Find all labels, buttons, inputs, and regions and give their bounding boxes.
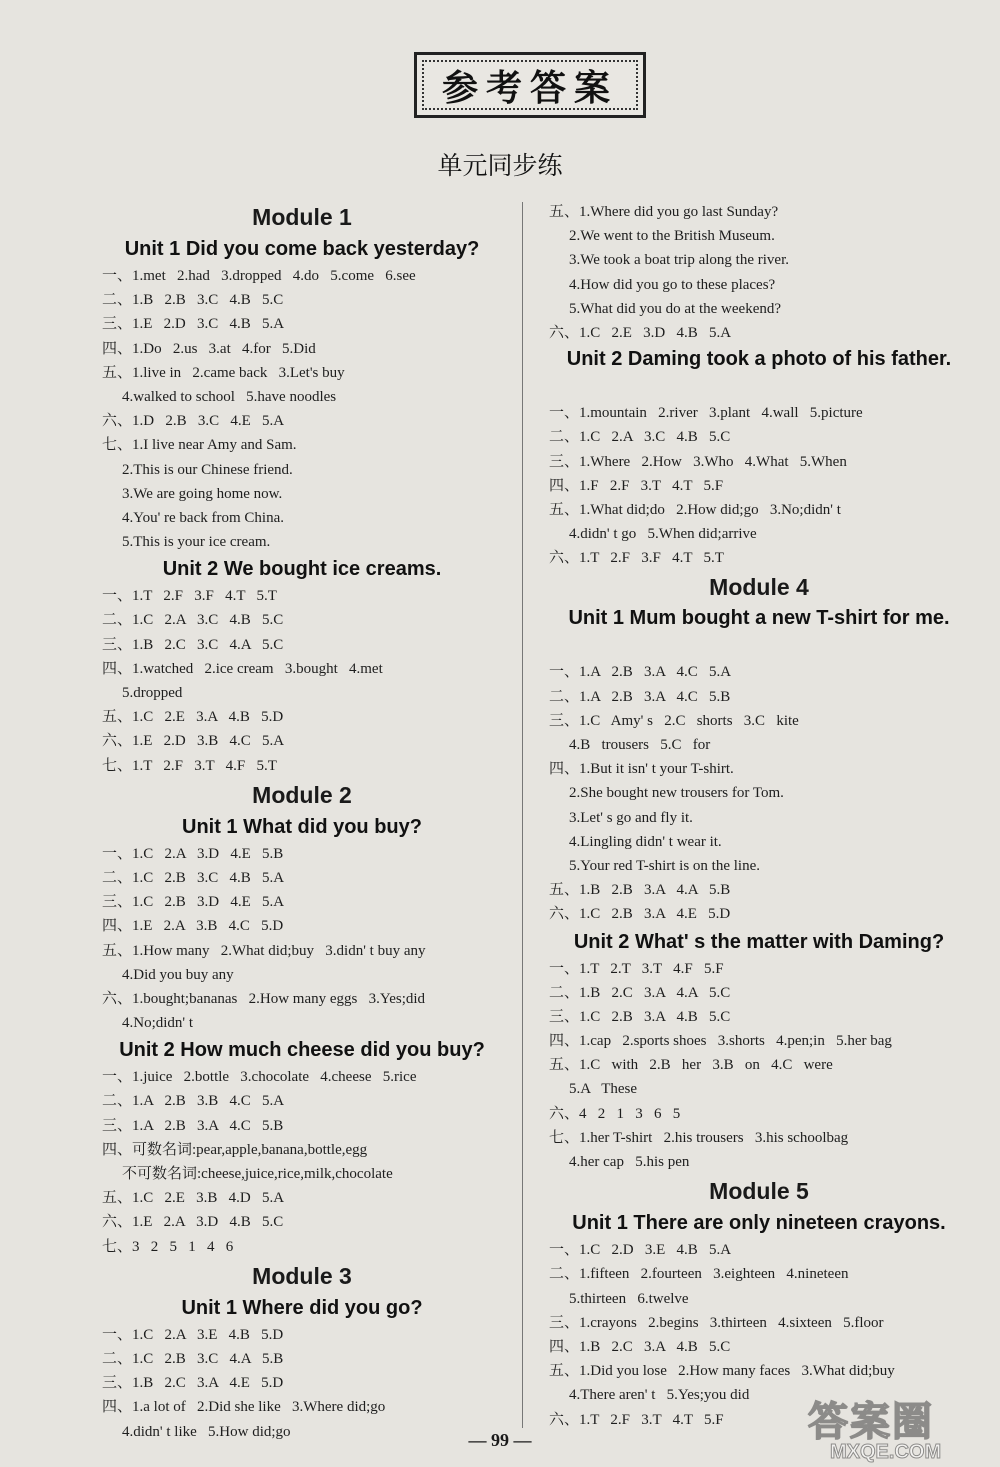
left-column — [102, 200, 502, 1444]
answer-line: 四、1.a lot of 2.Did she like 3.Where did;go — [102, 1399, 386, 1416]
answer-line: 五、1.C 2.E 3.B 4.D 5.A — [102, 1190, 285, 1207]
right-column — [549, 200, 969, 1432]
answer-line: 四、1.B 2.C 3.A 4.B 5.C — [549, 1338, 731, 1355]
answer-line: 三、1.C 2.B 3.D 4.E 5.A — [102, 894, 285, 911]
answer-line: 5.This is your ice cream. — [122, 534, 271, 551]
unit-heading: Unit 2 We bought ice creams. — [162, 558, 442, 581]
answer-line: 5.thirteen 6.twelve — [569, 1290, 689, 1307]
watermark-logo — [808, 1390, 988, 1462]
answer-line: 六、1.E 2.D 3.B 4.C 5.A — [102, 733, 285, 750]
answer-line: 五、1.How many 2.What did;buy 3.didn' t buy any — [102, 942, 426, 959]
answer-line: 四、1.watched 2.ice cream 3.bought 4.met — [102, 660, 383, 677]
answer-line: 4.No;didn' t — [122, 1015, 194, 1032]
page-number: — 99 — — [468, 1430, 532, 1450]
answer-line: 三、1.C Amy' s 2.C shorts 3.C kite — [549, 712, 799, 729]
answer-line: 4.didn' t like 5.How did;go — [122, 1423, 291, 1440]
answer-line: 二、1.A 2.B 3.B 4.C 5.A — [102, 1093, 285, 1110]
answer-line: 四、1.E 2.A 3.B 4.C 5.D — [102, 918, 284, 935]
unit-heading: Unit 2 How much cheese did you buy? — [119, 1039, 485, 1062]
answer-line: 七、1.I live near Amy and Sam. — [102, 437, 297, 454]
answer-line: 4.You' re back from China. — [122, 509, 284, 526]
answer-line: 四、1.F 2.F 3.T 4.T 5.F — [549, 477, 724, 494]
answer-line: 5.Your red T-shirt is on the line. — [569, 857, 760, 874]
answer-line: 六、1.bought;bananas 2.How many eggs 3.Yes;did — [102, 990, 426, 1007]
answer-line: 六、1.C 2.B 3.A 4.E 5.D — [549, 906, 731, 923]
answer-line: 二、1.C 2.A 3.C 4.B 5.C — [102, 612, 284, 629]
answer-line: 七、3 2 5 1 4 6 — [102, 1238, 234, 1255]
answer-line: 一、1.juice 2.bottle 3.chocolate 4.cheese 5.rice — [102, 1069, 417, 1086]
answer-line: 一、1.mountain 2.river 3.plant 4.wall 5.picture — [549, 405, 863, 422]
answer-line: 3.Let' s go and fly it. — [569, 809, 693, 826]
title-box — [414, 52, 646, 118]
answer-line: 五、1.B 2.B 3.A 4.A 5.B — [549, 882, 731, 899]
watermark-title: 答案圈 — [808, 1399, 934, 1445]
answer-line: 一、1.C 2.A 3.E 4.B 5.D — [102, 1326, 284, 1343]
answer-line: 三、1.Where 2.How 3.Who 4.What 5.When — [549, 453, 847, 470]
answer-line: 二、1.A 2.B 3.A 4.C 5.B — [549, 688, 731, 705]
answer-line: 三、1.E 2.D 3.C 4.B 5.A — [102, 316, 285, 333]
answer-line: 4.her cap 5.his pen — [569, 1154, 690, 1170]
answer-line: 一、1.T 2.F 3.F 4.T 5.T — [102, 588, 277, 605]
answer-line: 4.There aren' t 5.Yes;you did — [569, 1387, 750, 1404]
module-heading: Module 5 — [709, 1178, 809, 1205]
answer-line: 四、1.Do 2.us 3.at 4.for 5.Did — [102, 340, 316, 357]
module-heading: Module 3 — [252, 1262, 352, 1289]
answer-line: 4.didn' t go 5.When did;arrive — [569, 526, 757, 543]
unit-heading: Unit 1 Where did you go? — [181, 1296, 423, 1319]
answer-line: 二、1.B 2.B 3.C 4.B 5.C — [102, 292, 284, 309]
answer-line: 五、1.C with 2.B her 3.B on 4.C were — [549, 1057, 833, 1074]
answer-line: 一、1.C 2.A 3.D 4.E 5.B — [102, 845, 284, 862]
answer-line: 二、1.C 2.A 3.C 4.B 5.C — [549, 429, 731, 446]
answer-line: 4.How did you go to these places? — [569, 276, 776, 293]
answer-line: 二、1.C 2.B 3.C 4.B 5.A — [102, 869, 285, 886]
watermark-url: MXQE.COM — [830, 1441, 942, 1463]
module-heading: Module 2 — [252, 781, 352, 808]
answer-line: 二、1.fifteen 2.fourteen 3.eighteen 4.nineteen — [549, 1266, 849, 1283]
answer-line: 六、4 2 1 3 6 5 — [549, 1105, 681, 1122]
answer-line: 六、1.D 2.B 3.C 4.E 5.A — [102, 413, 285, 430]
answer-line: 5.dropped — [122, 685, 183, 701]
unit-heading: Unit 1 What did you buy? — [182, 815, 422, 838]
answer-line: 六、1.C 2.E 3.D 4.B 5.A — [549, 324, 732, 341]
answer-line: 一、1.met 2.had 3.dropped 4.do 5.come 6.see — [102, 268, 416, 284]
answer-line: 三、1.B 2.C 3.A 4.E 5.D — [102, 1375, 284, 1392]
answer-line: 三、1.B 2.C 3.C 4.A 5.C — [102, 636, 284, 653]
answer-line: 五、1.live in 2.came back 3.Let's buy — [102, 364, 345, 381]
answer-line: 5.What did you do at the weekend? — [569, 300, 782, 317]
answer-line: 四、可数名词:pear,apple,banana,bottle,egg — [102, 1141, 368, 1158]
answer-line: 4.B trousers 5.C for — [569, 737, 711, 753]
answer-line: 六、1.E 2.A 3.D 4.B 5.C — [102, 1214, 284, 1231]
unit-heading: Unit 1 Mum bought a new T-shirt for me. — [568, 607, 950, 630]
answer-line: 2.We went to the British Museum. — [569, 228, 775, 245]
answer-line: 二、1.B 2.C 3.A 4.A 5.C — [549, 984, 731, 1001]
answer-line: 五、1.Where did you go last Sunday? — [549, 204, 779, 220]
answer-line: 2.She bought new trousers for Tom. — [569, 785, 784, 802]
answer-line: 七、1.her T-shirt 2.his trousers 3.his schoolbag — [549, 1129, 849, 1146]
answer-line: 二、1.C 2.B 3.C 4.A 5.B — [102, 1350, 284, 1367]
answer-line: 六、1.T 2.F 3.F 4.T 5.T — [549, 550, 724, 567]
answer-line: 5.A These — [569, 1081, 638, 1098]
answer-line: 五、1.Did you lose 2.How many faces 3.What did;buy — [549, 1363, 895, 1380]
answer-line: 三、1.A 2.B 3.A 4.C 5.B — [102, 1117, 284, 1134]
answer-line: 三、1.C 2.B 3.A 4.B 5.C — [549, 1008, 731, 1025]
answer-line: 三、1.crayons 2.begins 3.thirteen 4.sixteen 5.floor — [549, 1314, 884, 1331]
module-heading: Module 4 — [709, 574, 809, 601]
answer-line: 不可数名词:cheese,juice,rice,milk,chocolate — [122, 1166, 393, 1182]
unit-heading: Unit 2 Daming took a photo of his father. — [566, 348, 952, 371]
answer-line: 2.This is our Chinese friend. — [122, 461, 293, 478]
answer-line: 一、1.A 2.B 3.A 4.C 5.A — [549, 664, 732, 681]
answer-line: 一、1.T 2.T 3.T 4.F 5.F — [549, 960, 724, 977]
answer-line: 4.Lingling didn' t wear it. — [569, 833, 722, 850]
answer-line: 五、1.What did;do 2.How did;go 3.No;didn' t — [549, 501, 841, 518]
unit-heading: Unit 1 Did you come back yesterday? — [124, 238, 480, 260]
answer-line: 4.Did you buy any — [122, 966, 234, 983]
section-subtitle: 单元同步练 — [437, 151, 563, 180]
answer-line: 四、1.But it isn' t your T-shirt. — [549, 761, 734, 778]
module-heading: Module 1 — [252, 204, 352, 230]
unit-heading: Unit 1 There are only nineteen crayons. — [572, 1212, 946, 1235]
answer-line: 五、1.C 2.E 3.A 4.B 5.D — [102, 709, 284, 726]
answer-line: 七、1.T 2.F 3.T 4.F 5.T — [102, 757, 277, 774]
answer-line: 四、1.cap 2.sports shoes 3.shorts 4.pen;in 5.her bag — [549, 1033, 892, 1050]
column-divider — [522, 202, 523, 1428]
answer-line: 3.We took a boat trip along the river. — [569, 252, 789, 269]
answer-line: 一、1.C 2.D 3.E 4.B 5.A — [549, 1242, 732, 1259]
page-title: 参考答案 — [441, 67, 618, 109]
unit-heading: Unit 2 What' s the matter with Daming? — [573, 930, 945, 953]
answer-line: 4.walked to school 5.have noodles — [122, 388, 337, 405]
answer-line: 六、1.T 2.F 3.T 4.T 5.F — [549, 1411, 724, 1428]
answer-line: 3.We are going home now. — [122, 485, 283, 502]
